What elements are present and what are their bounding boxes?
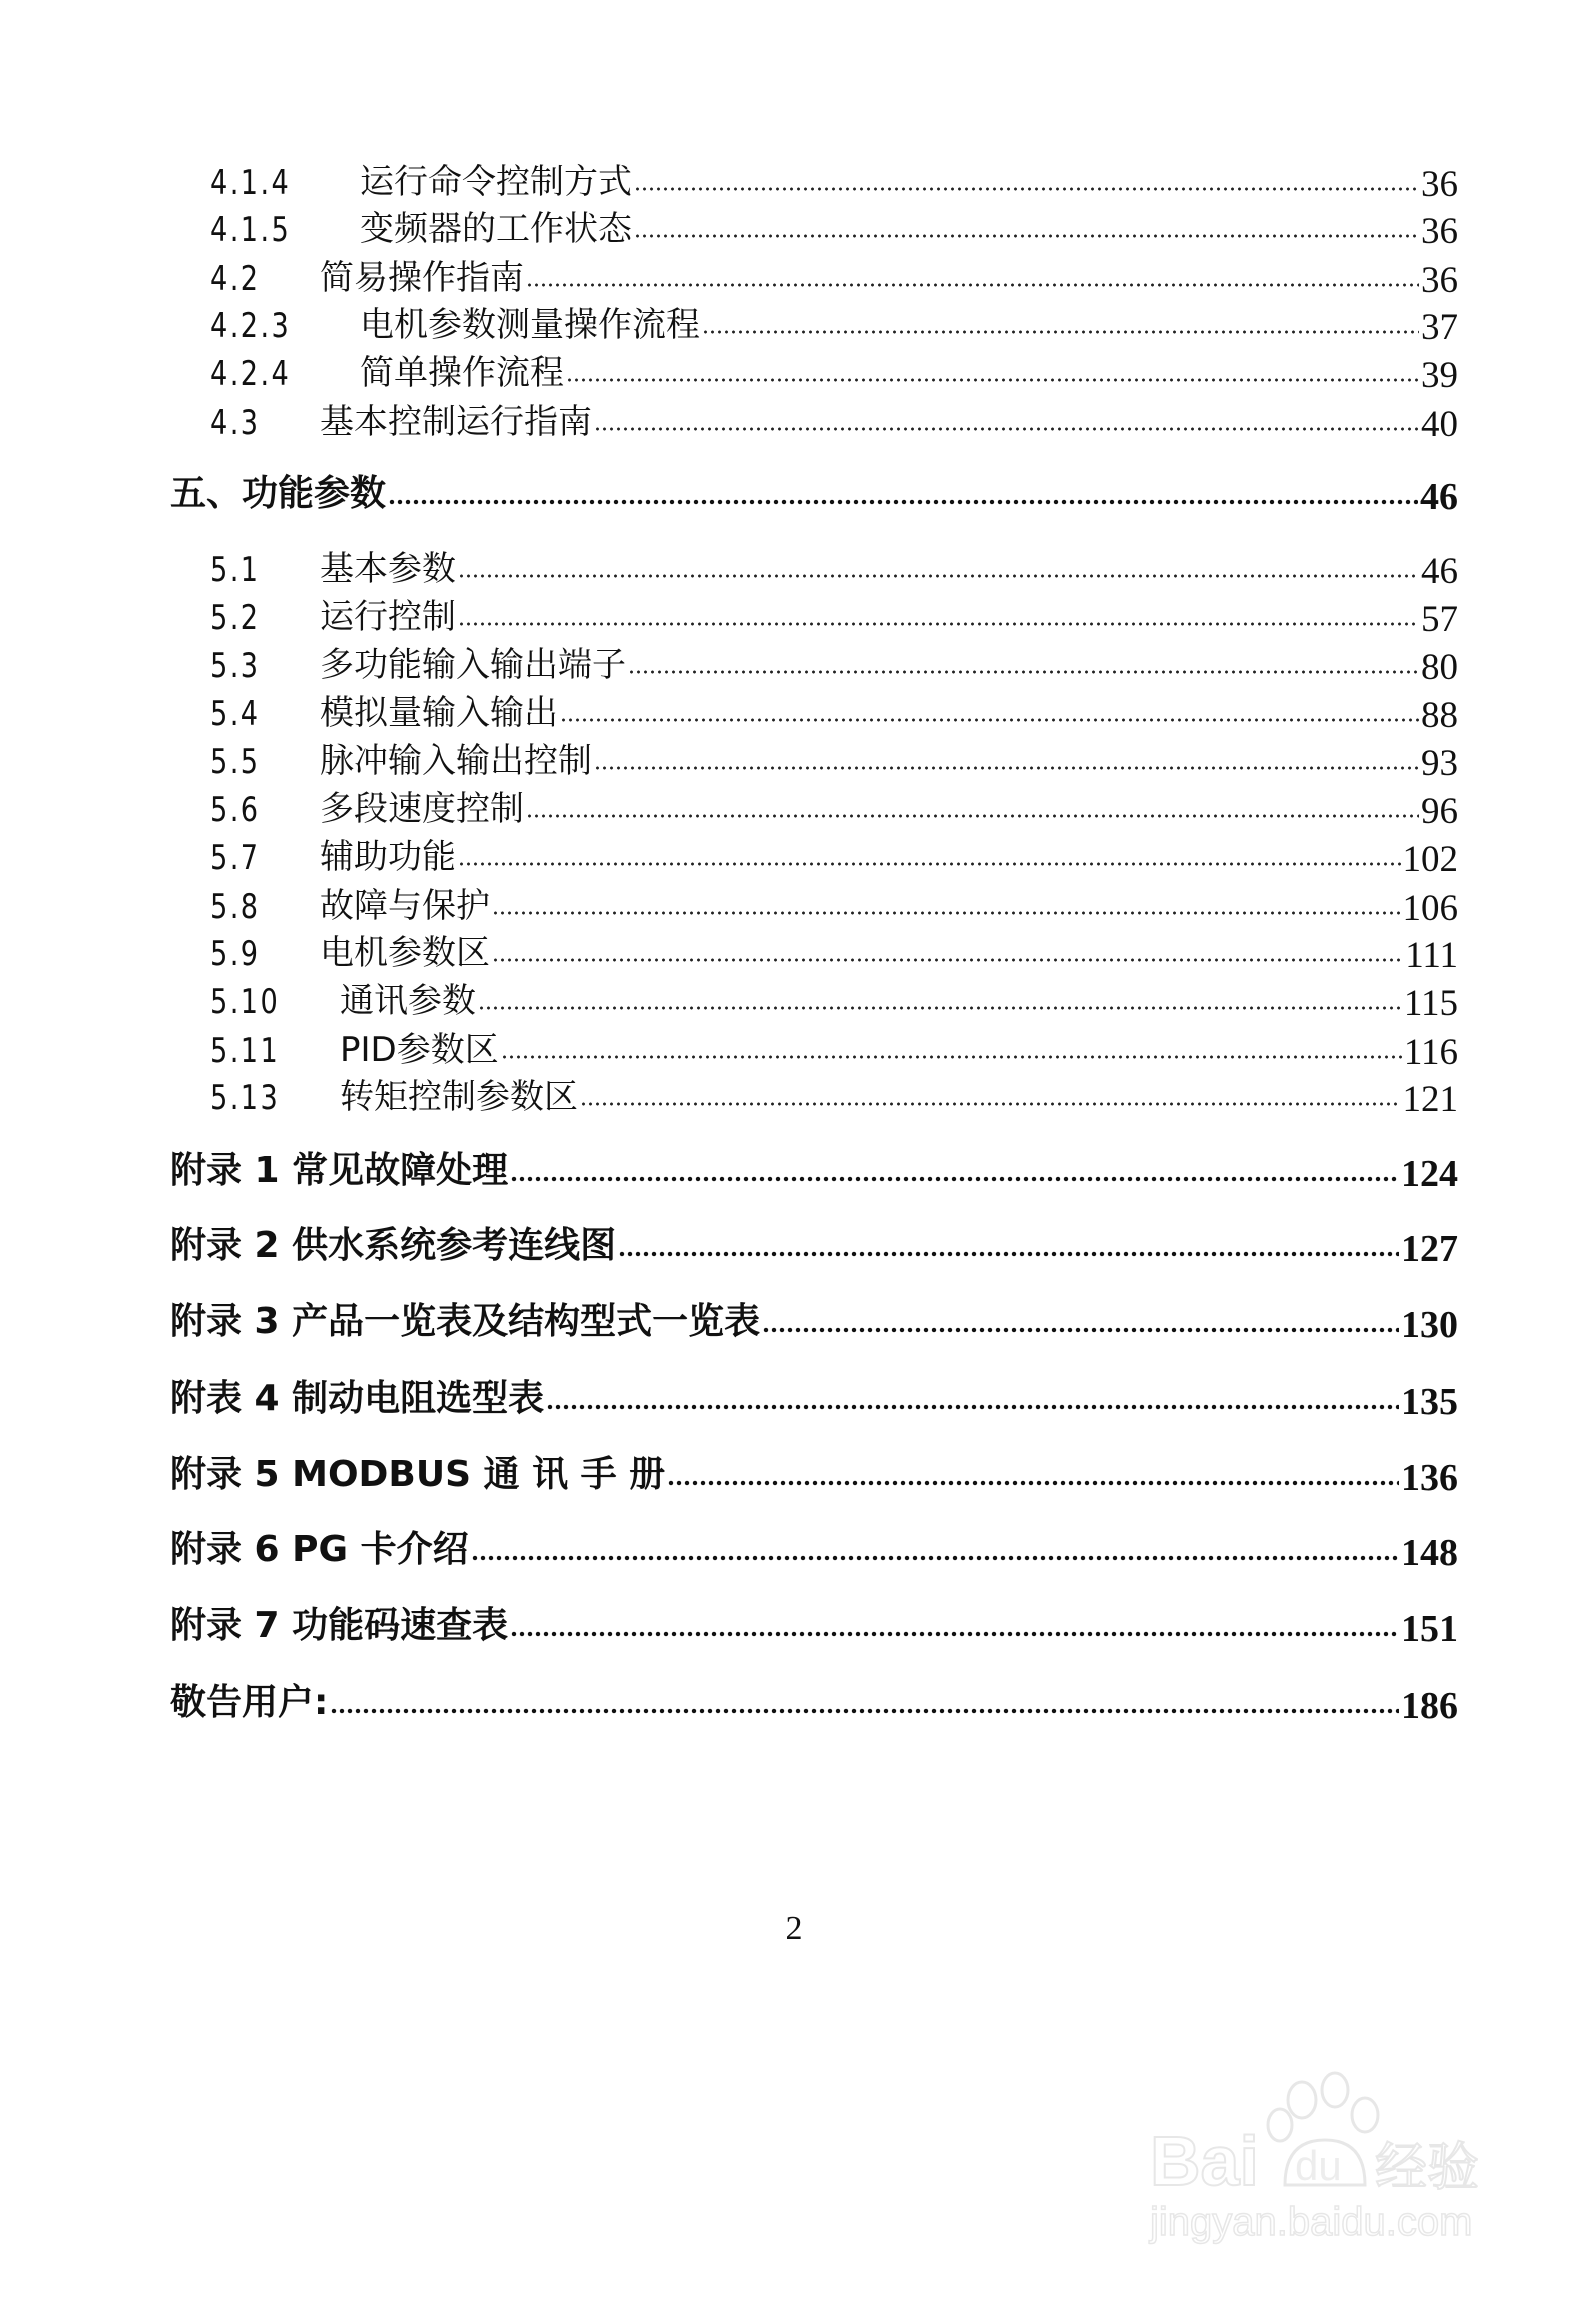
toc-entry[interactable]: [170, 1600, 1458, 1648]
page-ref: 111: [1405, 935, 1458, 976]
dot-leader: [478, 1003, 1402, 1013]
section-title: 附录 6 PG 卡介绍: [170, 1529, 469, 1570]
dot-leader: [702, 327, 1419, 337]
toc-entry[interactable]: [210, 346, 1458, 394]
section-title: 多功能输入输出端子: [320, 645, 626, 685]
dot-leader: [762, 1325, 1399, 1335]
dot-leader: [667, 1478, 1399, 1488]
dot-leader: [458, 619, 1419, 629]
page-ref: 136: [1401, 1457, 1458, 1499]
section-title: 电机参数区: [320, 933, 490, 973]
section-title: 故障与保护: [320, 886, 490, 926]
page-ref: 57: [1421, 599, 1458, 640]
section-title: 变频器的工作状态: [360, 209, 632, 249]
section-title: 基本控制运行指南: [320, 402, 592, 442]
svg-text:经验: 经验: [1375, 2138, 1480, 2198]
section-number: 4.1.5: [210, 210, 292, 250]
dot-leader: [501, 1052, 1402, 1062]
page-ref: 115: [1403, 983, 1458, 1024]
toc-entry[interactable]: [210, 926, 1458, 974]
page-ref: 186: [1401, 1685, 1458, 1727]
page-ref: 40: [1421, 404, 1458, 445]
section-number: 5.4: [210, 694, 261, 734]
section-title: 转矩控制参数区: [340, 1077, 578, 1117]
dot-leader: [594, 424, 1419, 434]
section-title: 电机参数测量操作流程: [360, 305, 700, 345]
section-title: 脉冲输入输出控制: [320, 741, 592, 781]
dot-leader: [634, 231, 1419, 241]
dot-leader: [471, 1553, 1399, 1563]
page-ref: 88: [1421, 695, 1458, 736]
toc-entry[interactable]: [210, 1023, 1458, 1071]
section-number: 5.2: [210, 598, 261, 638]
section-title: 简易操作指南: [320, 258, 524, 298]
dot-leader: [510, 1629, 1399, 1639]
page-ref: 127: [1401, 1228, 1458, 1270]
section-number: 5.11: [210, 1031, 281, 1071]
section-title: 多段速度控制: [320, 789, 524, 829]
dot-leader: [580, 1099, 1401, 1109]
svg-text:Bai: Bai: [1150, 2122, 1259, 2200]
page-ref: 93: [1421, 743, 1458, 784]
dot-leader: [566, 375, 1419, 385]
section-title: 模拟量输入输出: [320, 693, 558, 733]
toc-entry[interactable]: [210, 1070, 1458, 1118]
toc-entry[interactable]: [210, 734, 1458, 782]
page-ref: 96: [1421, 791, 1458, 832]
section-title: 简单操作流程: [360, 353, 564, 393]
toc-entry[interactable]: [210, 879, 1458, 927]
dot-leader: [526, 280, 1419, 290]
dot-leader: [594, 763, 1419, 773]
section-title: 附表 4 制动电阻选型表: [170, 1378, 545, 1419]
section-title: 通讯参数: [340, 981, 476, 1021]
section-number: 5.5: [210, 742, 261, 782]
dot-leader: [526, 811, 1419, 821]
dot-leader: [628, 667, 1419, 677]
toc-entry[interactable]: [170, 468, 1458, 516]
dot-leader: [510, 1174, 1399, 1184]
toc-entry[interactable]: [170, 1296, 1458, 1344]
toc-entry[interactable]: [210, 251, 1458, 299]
page-ref: 135: [1401, 1381, 1458, 1423]
page-ref: 130: [1401, 1304, 1458, 1346]
section-title: 敬告用户:: [170, 1682, 329, 1723]
dot-leader: [560, 715, 1419, 725]
section-number: 5.9: [210, 934, 261, 974]
toc-entry[interactable]: [170, 1449, 1458, 1497]
section-title: 辅助功能: [320, 837, 456, 877]
toc-entry[interactable]: [170, 1220, 1458, 1268]
section-title: 附录 2 供水系统参考连线图: [170, 1225, 617, 1266]
page-ref: 46: [1420, 476, 1458, 518]
toc-entry[interactable]: [210, 542, 1458, 590]
page-ref: 37: [1421, 307, 1458, 348]
section-title: 运行命令控制方式: [360, 162, 632, 202]
toc-entry[interactable]: [210, 202, 1458, 250]
dot-leader: [458, 859, 1401, 869]
section-title: 附录 3 产品一览表及结构型式一览表: [170, 1301, 761, 1342]
dot-leader: [458, 571, 1419, 581]
section-title: 附录 1 常见故障处理: [170, 1150, 509, 1191]
toc-entry[interactable]: [210, 298, 1458, 346]
toc-entry[interactable]: [210, 830, 1458, 878]
section-number: 5.7: [210, 838, 261, 878]
page-number: 2: [785, 1910, 803, 1947]
section-number: 4.1.4: [210, 163, 292, 203]
section-number: 4.2.4: [210, 354, 292, 394]
toc-entry[interactable]: [210, 155, 1458, 203]
dot-leader: [492, 955, 1403, 965]
page-ref: 148: [1401, 1532, 1458, 1574]
toc-entry[interactable]: [170, 1524, 1458, 1572]
page-ref: 36: [1421, 211, 1458, 252]
dot-leader: [330, 1706, 1399, 1716]
toc-entry[interactable]: [170, 1373, 1458, 1421]
baidu-jingyan-watermark: [1120, 2060, 1500, 2260]
section-number: 5.6: [210, 790, 261, 830]
page-ref: 106: [1402, 888, 1458, 929]
section-number: 4.3: [210, 403, 261, 443]
section-title: 五、功能参数: [170, 473, 387, 514]
page-ref: 36: [1421, 260, 1458, 301]
toc-entry[interactable]: [210, 590, 1458, 638]
toc-entry[interactable]: [170, 1145, 1458, 1193]
toc-entry[interactable]: [210, 686, 1458, 734]
dot-leader: [634, 184, 1419, 194]
section-title: 附录 7 功能码速查表: [170, 1605, 509, 1646]
section-number: 5.1: [210, 550, 261, 590]
section-number: 5.8: [210, 887, 261, 927]
section-title: 运行控制: [320, 597, 456, 637]
section-number: 4.2.3: [210, 306, 292, 346]
dot-leader: [546, 1402, 1399, 1412]
section-title: PID参数区: [340, 1030, 499, 1070]
page-ref: 116: [1403, 1032, 1458, 1073]
page-ref: 124: [1401, 1153, 1458, 1195]
toc-entry[interactable]: [210, 974, 1458, 1022]
svg-text:jingyan.baidu.com: jingyan.baidu.com: [1150, 2200, 1473, 2244]
toc-entry[interactable]: [210, 638, 1458, 686]
section-title: 基本参数: [320, 549, 456, 589]
page-ref: 121: [1402, 1079, 1458, 1120]
section-number: 4.2: [210, 259, 261, 299]
dot-leader: [388, 497, 1418, 507]
dot-leader: [492, 908, 1401, 918]
svg-text:du: du: [1295, 2142, 1342, 2189]
page-ref: 36: [1421, 164, 1458, 205]
page-ref: 46: [1421, 551, 1458, 592]
page-ref: 80: [1421, 647, 1458, 688]
section-number: 5.10: [210, 982, 281, 1022]
page-ref: 151: [1401, 1608, 1458, 1650]
section-title: 附录 5 MODBUS 通 讯 手 册: [170, 1454, 666, 1495]
page-ref: 102: [1402, 839, 1458, 880]
dot-leader: [618, 1249, 1399, 1259]
section-number: 5.13: [210, 1078, 281, 1118]
toc-entry[interactable]: [210, 395, 1458, 443]
page-ref: 39: [1421, 355, 1458, 396]
toc-entry[interactable]: [210, 782, 1458, 830]
toc-entry[interactable]: [170, 1677, 1458, 1725]
section-number: 5.3: [210, 646, 261, 686]
